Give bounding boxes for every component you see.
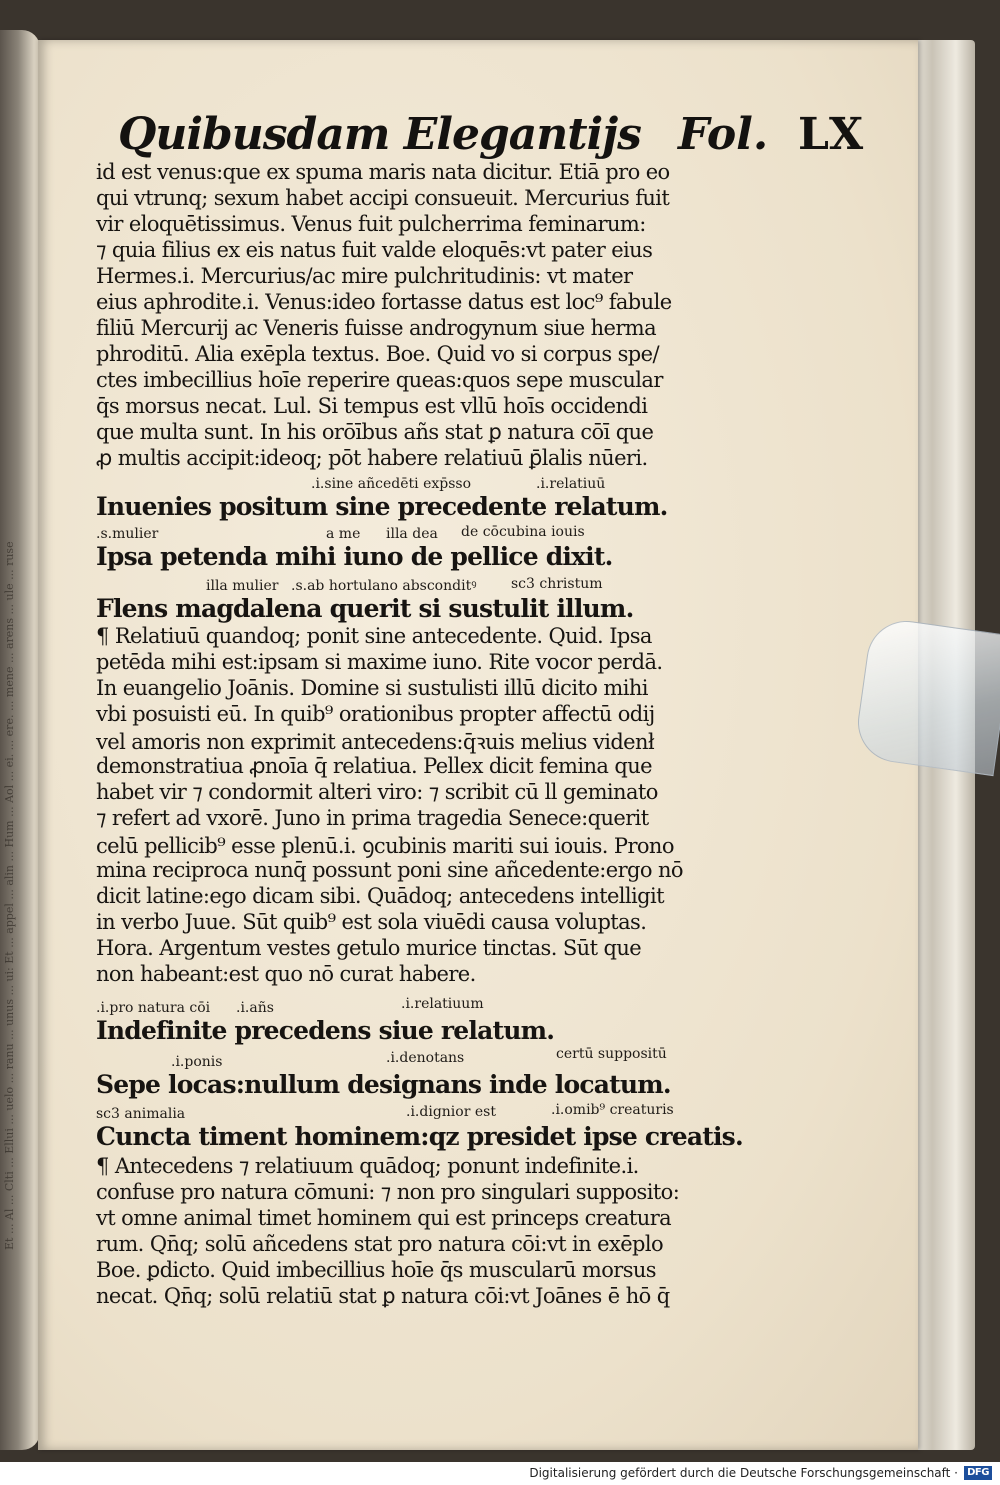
verse-line: Sepe locas:nullum designans inde locatum. — [96, 1070, 671, 1099]
text-line: non habeant:est quo nō curat habere. — [96, 962, 476, 986]
text-line: q̄s morsus necat. Lul. Si tempus est vllū hoīs occidendi — [96, 394, 648, 418]
text-line: Hora. Argentum vestes getulo murice tinctas. Sūt que — [96, 936, 642, 960]
text-line: vbi posuisti eū. In quib⁹ orationibus propter affectū odij — [96, 702, 655, 726]
interlinear-gloss: .i.denotans — [386, 1050, 465, 1066]
text-line: ꝓ multis accipit:ideoq; pōt habere relatiuū ꝑ̄lalis nūeri. — [96, 446, 648, 470]
text-line: dicit latine:ego dicam sibi. Quādoq; antecedens intelligit — [96, 884, 664, 908]
interlinear-gloss: .i.ponis — [171, 1054, 223, 1070]
running-header — [118, 105, 864, 165]
text-line: vt omne animal timet hominem qui est princeps creatura — [96, 1206, 672, 1230]
interlinear-gloss: .i.pro natura cōi — [96, 1000, 211, 1016]
interlinear-gloss: sc3 christum — [511, 576, 603, 592]
interlinear-gloss: certū suppositū — [556, 1046, 667, 1062]
interlinear-gloss: .s.mulier — [96, 526, 159, 542]
text-line: ⁊ quia filius ex eis natus fuit valde eloquēs:vt pater eius — [96, 238, 653, 262]
text-line: necat. Qn̄q; solū relatiū stat ꝑ natura cōi:vt Joānes ē hō q̄ — [96, 1284, 670, 1308]
text-line: filiū Mercurij ac Veneris fuisse androgynum siue herma — [96, 316, 657, 340]
interlinear-gloss: .i.añs — [236, 1000, 274, 1016]
text-line: In euangelio Joānis. Domine si sustulisti illū dicito mihi — [96, 676, 648, 700]
text-line: celū pellicib⁹ esse plenū.i. ꝯcubinis mariti sui iouis. Prono — [96, 834, 674, 858]
text-line: Hermes.i. Mercurius/ac mire pulchritudinis: vt mater — [96, 264, 633, 288]
text-line: ¶ Antecedens ⁊ relatiuum quādoq; ponunt indefinite.i. — [96, 1154, 639, 1178]
text-line: que multa sunt. In his orōībus añs stat ꝑ natura cōī que — [96, 420, 654, 444]
text-line: vel amoris non exprimit antecedens:q̄ꝛuis melius videnł — [96, 730, 655, 754]
folio-number: LX — [798, 109, 864, 160]
text-line: habet vir ⁊ condormit alteri viro: ⁊ scribit cū ll geminato — [96, 780, 658, 804]
interlinear-gloss: a me — [326, 526, 361, 542]
text-line: phroditū. Alia exēpla textus. Boe. Quid vo si corpus spe/ — [96, 342, 659, 366]
dfg-logo-icon: DFG — [964, 1466, 992, 1480]
interlinear-gloss: .s.ab hortulano absconditꝰ — [291, 578, 477, 594]
verse-line: Inuenies positum sine precedente relatum. — [96, 492, 668, 521]
verse-line: Cuncta timent hominem:qz presidet ipse creatis. — [96, 1122, 743, 1151]
text-line: eius aphrodite.i. Venus:ideo fortasse datus est loc⁹ fabule — [96, 290, 672, 314]
running-title: Quibusdam Elegantijs — [118, 109, 641, 160]
text-line: confuse pro natura cōmuni: ⁊ non pro singulari supposito: — [96, 1180, 680, 1204]
verse-line: Indefinite precedens siue relatum. — [96, 1016, 555, 1045]
footer-bar — [0, 1462, 1000, 1485]
folio-label: Fol. — [678, 109, 769, 160]
interlinear-gloss: de cōcubina iouis — [461, 524, 585, 540]
text-line: id est venus:que ex spuma maris nata dicitur. Etiā pro eo — [96, 160, 670, 184]
left-page-edge — [0, 30, 40, 1450]
verse-line: Ipsa petenda mihi iuno de pellice dixit. — [96, 542, 613, 571]
interlinear-gloss: illa mulier — [206, 578, 279, 594]
text-line: ctes imbecillius hoīe reperire queas:quos sepe muscular — [96, 368, 663, 392]
interlinear-gloss: .i.relatiuū — [536, 476, 606, 492]
interlinear-gloss: illa dea — [386, 526, 438, 542]
interlinear-gloss: .i.omib⁹ creaturis — [551, 1102, 674, 1118]
text-line: demonstratiua ꝓnoīa q̄ relatiua. Pellex dicit femina que — [96, 754, 653, 778]
verse-line: Flens magdalena querit si sustulit illum. — [96, 594, 634, 623]
page-clip — [853, 616, 1000, 776]
text-line: ⁊ refert ad vxorē. Juno in prima tragedia Senece:querit — [96, 806, 649, 830]
left-page-text: Et ... Al ... Clti ... Ellui ... uelo ... ranu ... unus ... ui: Et ... appel ... alin ... Hum ... Aol ... ei. ... ere. ... mene ... arens ... ule ... ruse — [3, 541, 16, 1250]
text-line: vir eloquētissimus. Venus fuit pulcherrima feminarum: — [96, 212, 646, 236]
interlinear-gloss: .i.relatiuum — [401, 996, 484, 1012]
text-line: Boe. ꝑdicto. Quid imbecillius hoīe q̄s muscularū morsus — [96, 1258, 656, 1282]
interlinear-gloss: sc3 animalia — [96, 1106, 186, 1122]
text-line: ¶ Relatiuū quandoq; ponit sine antecedente. Quid. Ipsa — [96, 624, 652, 648]
text-line: mina reciproca nunq̄ possunt poni sine añcedente:ergo nō — [96, 858, 683, 882]
funding-credit: Digitalisierung gefördert durch die Deutsche Forschungsgemeinschaft · — [529, 1466, 958, 1480]
text-line: qui vtrunq; sexum habet accipi consueuit. Mercurius fuit — [96, 186, 670, 210]
interlinear-gloss: .i.sine añcedēti exp̄sso — [311, 476, 472, 492]
text-line: petēda mihi est:ipsam si maxime iuno. Rite vocor perdā. — [96, 650, 663, 674]
text-line: in verbo Juue. Sūt quib⁹ est sola viuēdi causa voluptas. — [96, 910, 647, 934]
interlinear-gloss: .i.dignior est — [406, 1104, 496, 1120]
text-line: rum. Qn̄q; solū añcedens stat pro natura cōi:vt in exēplo — [96, 1232, 664, 1256]
page — [38, 40, 918, 1450]
